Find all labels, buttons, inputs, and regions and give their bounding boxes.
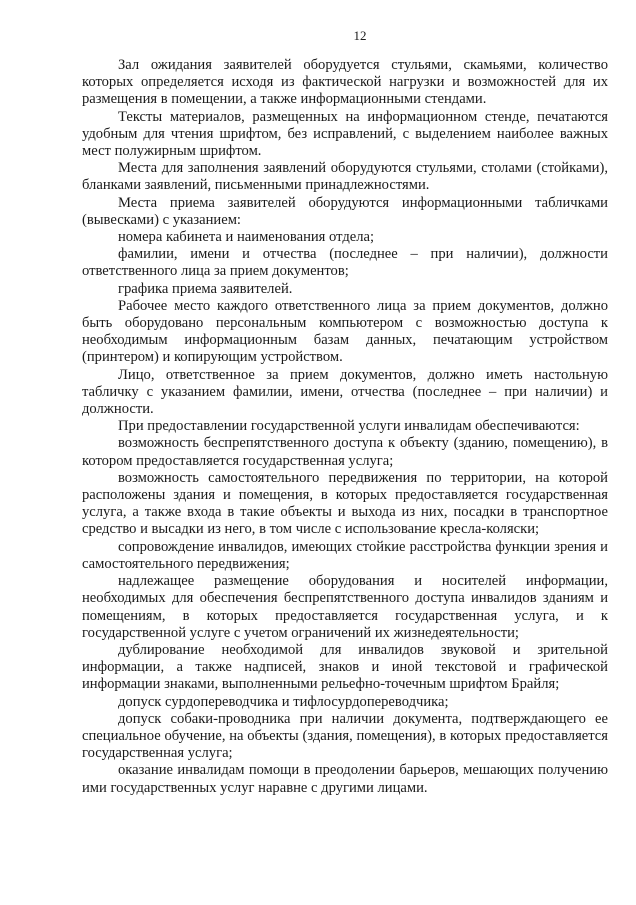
paragraph: Зал ожидания заявителей оборудуется стульями, скамьями, количество которых определяется исходя из фактической нагрузки и возможностей для их размещения в помещении, а также информационными стендами. [82,57,608,108]
list-item: возможность самостоятельного передвижения по территории, на которой расположены здания и помещения, в которых предоставляется государственная услуга, а также входа в такие объекты и выхода из них, посадки в транспортное средство и высадки из него, в том числе с использование кресла-коляски; [82,469,608,538]
paragraph: При предоставлении государственной услуги инвалидам обеспечиваются: [118,418,580,435]
paragraph: Рабочее место каждого ответственного лица за прием документов, должно быть оборудовано персональным компьютером с возможностью доступа к необходимым информационным базам данных, печатающим устройством (принтером) и копирующим устройством. [82,297,608,366]
list-item: допуск сурдопереводчика и тифлосурдопереводчика; [118,693,449,710]
list-item: фамилии, имени и отчества (последнее – при наличии), должности ответственного лица за прием документов; [82,246,608,280]
list-item: дублирование необходимой для инвалидов звуковой и зрительной информации, а также надписей, знаков и иной текстовой и графической информации знаками, выполненными рельефно-точечным шрифтом Брайля; [82,641,608,693]
paragraph: Места приема заявителей оборудуются информационными табличками (вывесками) с указанием: [82,194,608,228]
paragraph: Места для заполнения заявлений оборудуются стульями, столами (стойками), бланками заявлений, письменными принадлежностями. [82,160,608,194]
list-item: графика приема заявителей. [118,280,293,297]
list-item: возможность беспрепятственного доступа к объекту (зданию, помещению), в котором предоставляется государственная услуга; [82,435,608,469]
document-body [82,57,608,797]
list-item: номера кабинета и наименования отдела; [118,229,375,246]
list-item: надлежащее размещение оборудования и носителей информации, необходимых для обеспечения беспрепятственного доступа инвалидов зданиям и помещениям, в которых предоставляется государственная услуга, и к государственной услуге с учетом ограничений их жизнедеятельности; [82,573,608,641]
paragraph: Тексты материалов, размещенных на информационном стенде, печатаются удобным для чтения шрифтом, без исправлений, с выделением наиболее важных мест полужирным шрифтом. [82,108,608,160]
list-item: оказание инвалидам помощи в преодолении барьеров, мешающих получению ими государственных услуг наравне с другими лицами. [82,762,608,796]
list-item: сопровождение инвалидов, имеющих стойкие расстройства функции зрения и самостоятельного передвижения; [82,538,608,572]
list-item: допуск собаки-проводника при наличии документа, подтверждающего ее специальное обучение, на объекты (здания, помещения), в которых предоставляется государственная услуга; [82,710,608,762]
page-number: 12 [353,28,367,43]
paragraph: Лицо, ответственное за прием документов, должно иметь настольную табличку с указанием фамилии, имени, отчества (последнее – при наличии) и должности. [82,366,608,418]
